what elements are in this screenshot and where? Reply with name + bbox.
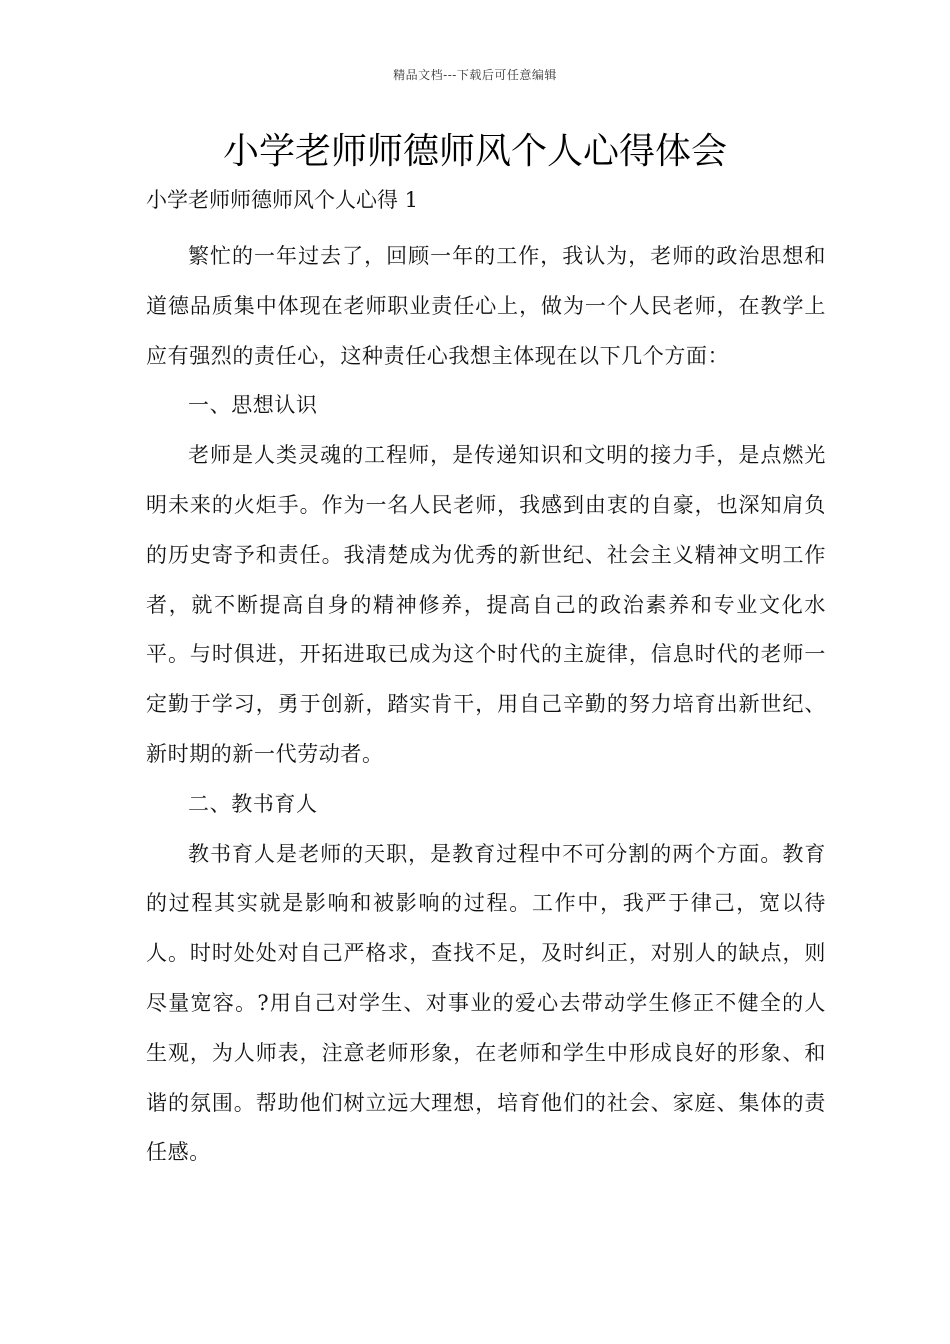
document-body: [146, 232, 826, 1178]
paragraph-intro: 繁忙的一年过去了，回顾一年的工作，我认为，老师的政治思想和道德品质集中体现在老师职业责任心上，做为一个人民老师，在教学上应有强烈的责任心，这种责任心我想主体现在以下几个方面：: [146, 244, 826, 368]
paragraph-thought: 老师是人类灵魂的工程师，是传递知识和文明的接力手，是点燃光明未来的火炬手。作为一名人民老师，我感到由衷的自豪，也深知肩负的历史寄予和责任。我清楚成为优秀的新世纪、社会主义精神文明工作者，就不断提高自身的精神修养，提高自己的政治素养和专业文化水平。与时俱进，开拓进取已成为这个时代的主旋律，信息时代的老师一定勤于学习，勇于创新，踏实肯干，用自己辛勤的努力培育出新世纪、新时期的新一代劳动者。: [146, 443, 826, 766]
section-heading-thought: 一、思想认识: [188, 393, 318, 418]
paragraph-teaching: 教书育人是老师的天职，是教育过程中不可分割的两个方面。教育的过程其实就是影响和被影响的过程。工作中，我严于律己，宽以待人。时时处处对自己严格求，查找不足，及时纠正，对别人的缺点，则尽量宽容。?用自己对学生、对事业的爱心去带动学生修正不健全的人生观，为人师表，注意老师形象，在老师和学生中形成良好的形象、和谐的氛围。帮助他们树立远大理想，培育他们的社会、家庭、集体的责任感。: [146, 841, 826, 1165]
header-note: 精品文档---下载后可任意编辑: [393, 68, 557, 82]
document-title: 小学老师师德师风个人心得体会: [222, 131, 727, 172]
section-subtitle: 小学老师师德师风个人心得 1: [146, 188, 419, 212]
section-heading-teaching: 二、教书育人: [188, 791, 318, 816]
